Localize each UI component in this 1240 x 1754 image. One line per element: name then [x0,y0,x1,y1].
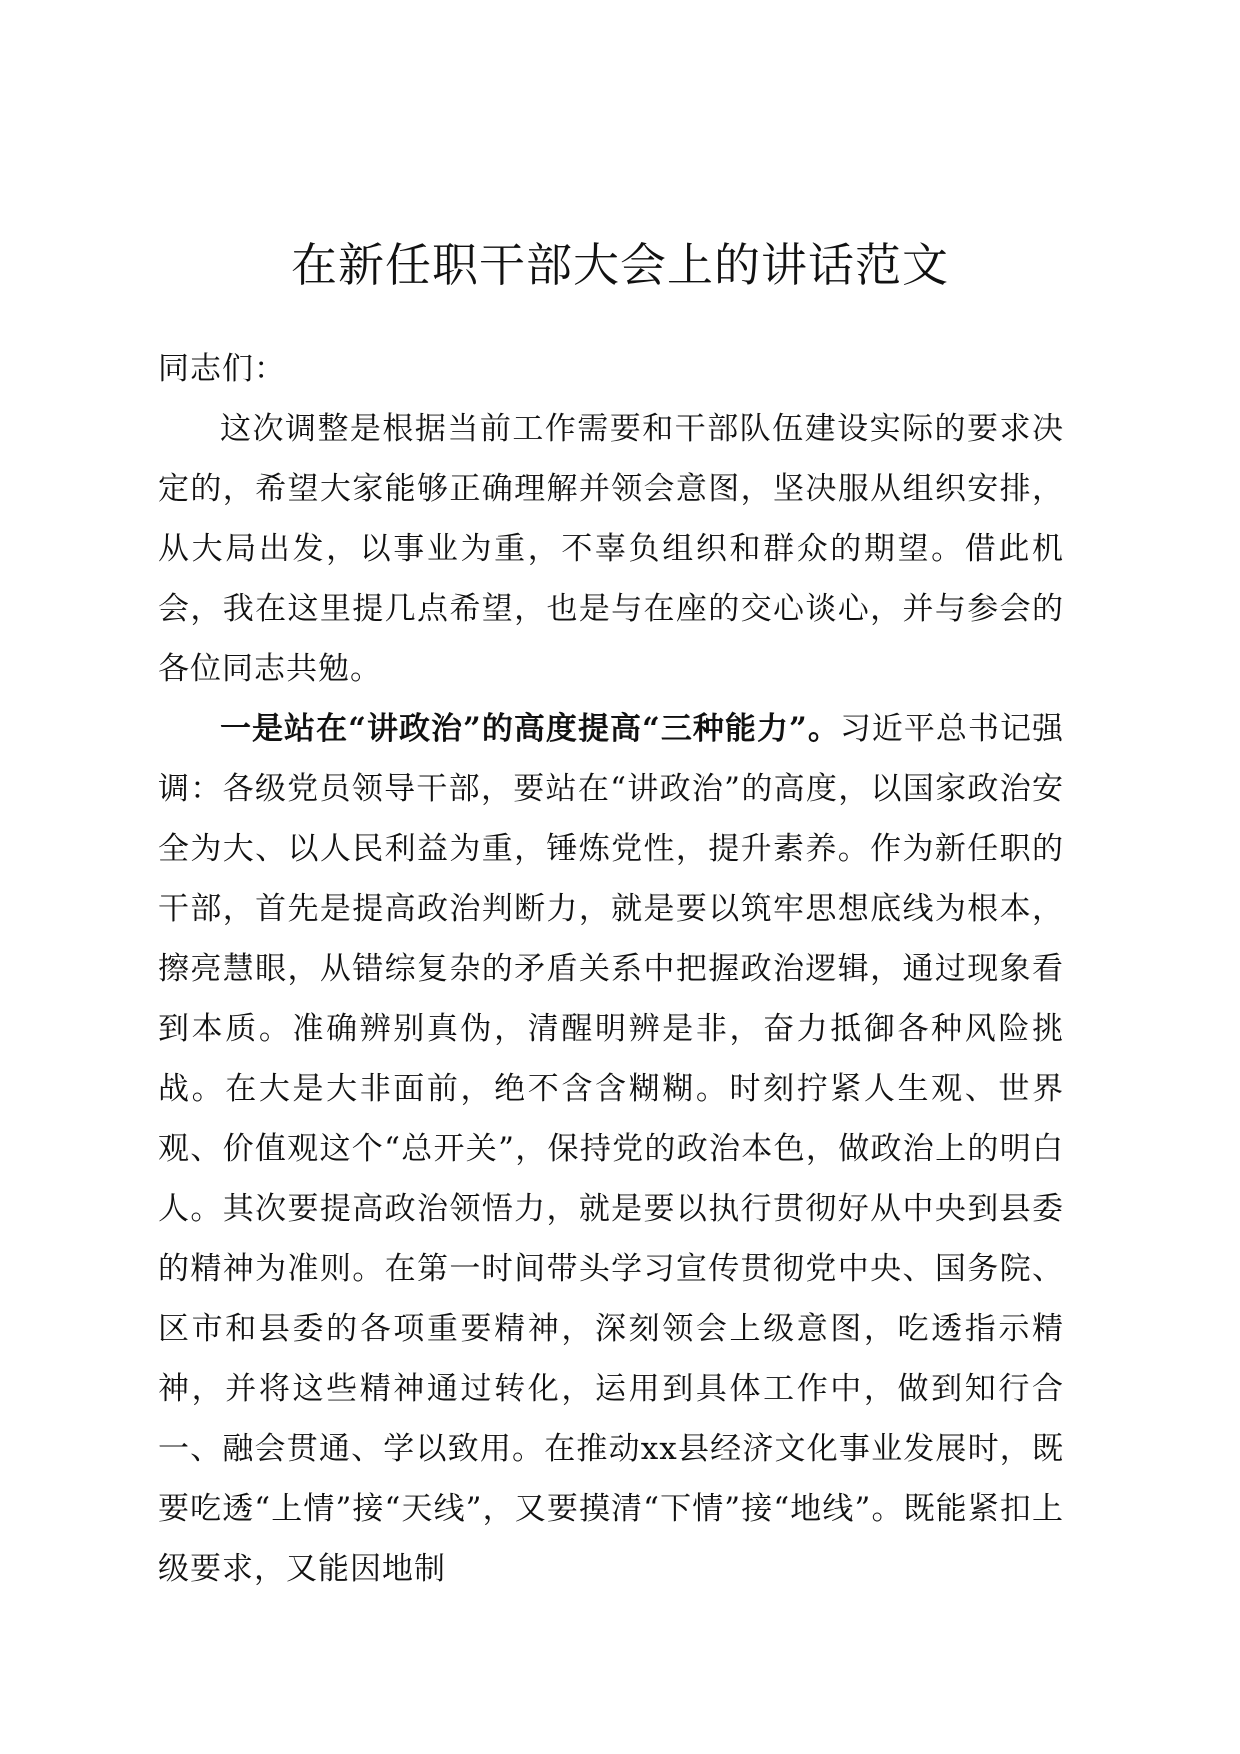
document-title: 在新任职干部大会上的讲话范文 [291,238,949,292]
document-body [158,339,1064,1599]
salutation: 同志们： [158,351,286,387]
paragraph-point-one [158,699,1064,1599]
paragraph-point-one-text: 习近平总书记强调：各级党员领导干部，要站在“讲政治”的高度，以国家政治安全为大、以人民利益为重，锤炼党性，提升素养。作为新任职的干部，首先是提高政治判断力，就是要以筑牢思想底线为根本，擦亮慧眼，从错综复杂的矛盾关系中把握政治逻辑，通过现象看到本质。准确辨别真伪，清醒明辨是非，奋力抵御各种风险挑战。在大是大非面前，绝不含含糊糊。时刻拧紧人生观、世界观、价值观这个“总开关”，保持党的政治本色，做政治上的明白人。其次要提高政治领悟力，就是要以执行贯彻好从中央到县委的精神为准则。在第一时间带头学习宣传贯彻党中央、国务院、区市和县委的各项重要精神，深刻领会上级意图，吃透指示精神，并将这些精神通过转化，运用到具体工作中，做到知行合一、融会贯通、学以致用。在推动xx县经济文化事业发展时，既要吃透“上情”接“天线”，又要摸清“下情”接“地线”。既能紧扣上级要求，又能因地制 [158,711,1065,1587]
paragraph-intro-text: 这次调整是根据当前工作需要和干部队伍建设实际的要求决定的，希望大家能够正确理解并领会意图，坚决服从组织安排，从大局出发，以事业为重，不辜负组织和群众的期望。借此机会，我在这里提几点希望，也是与在座的交心谈心，并与参会的各位同志共勉。 [158,411,1064,687]
paragraph-point-one-heading: 一是站在“讲政治”的高度提高“三种能力”。 [220,711,840,747]
paragraph-intro [158,399,1064,699]
